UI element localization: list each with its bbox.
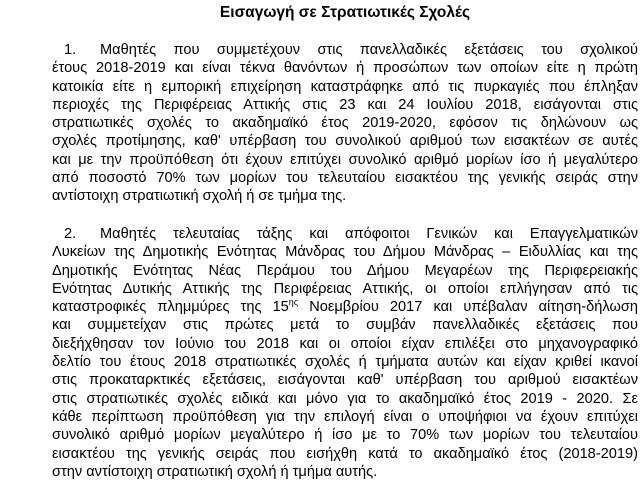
paragraph-line: κάθε περίπτωση προϋπόθεση για την επιλογή είναι ο υποψήφιοι να έχουν επιτύχει (52, 408, 638, 425)
paragraph-text: Μαθητές που συμμετέχουν στις πανελλαδικές εξετάσεις του σχολικού (100, 42, 638, 58)
paragraph-line: στις προκαταρκτικές εξετάσεις, εισάγονται καθ' υπέρβαση του αριθμού εισακτέων (52, 372, 638, 389)
paragraph-line (52, 41, 638, 59)
paragraph-line: από ποσοστό 70% των μορίων του τελευταίου εισακτέου της γενικής σειράς στην (52, 170, 638, 187)
paragraph-number: 1. (64, 42, 77, 58)
paragraph-number: 2. (64, 226, 77, 242)
paragraph-line: σχολές προτίμησης, καθ' υπέρβαση του συνολικού αριθμού των εισακτέων σε αυτές (52, 133, 638, 150)
paragraph-line: και συμμετείχαν στις πρώτες μετά το συμβάν πανελλαδικές εξετάσεις που (52, 317, 638, 334)
paragraph-line: στρατιωτικές σχολές το ακαδημαϊκό έτος 2019-2020, εφόσον τις δηλώνουν ως (52, 115, 638, 132)
paragraph-2 (52, 225, 638, 481)
paragraph-line: Δημοτικής Ενότητας Νέας Περάμου του Δήμου Μεγαρέων της Περιφερειακής (52, 262, 638, 279)
paragraph-line: αντίστοιχη στρατιωτική σχολή ή σε τμήμα της. (52, 188, 347, 205)
document-title: Εισαγωγή σε Στρατιωτικές Σχολές (219, 4, 471, 21)
paragraph-text: καταστροφικές πλημμύρες της 15 (52, 299, 289, 316)
paragraph-line: έτους 2018-2019 και είναι τέκνα θανόντων ή προσώπων των οποίων είτε η πρώτη (52, 60, 638, 77)
paragraph-line: εισακτέου της γενικής σειράς που εισήχθη κατά το ακαδημαϊκό έτος (2018-2019) (52, 445, 638, 462)
paragraph-line: συνολικό αριθμό μορίων μεγαλύτερο ή ίσο με το 70% των μορίων του τελευταίου (52, 427, 638, 444)
paragraph-line (52, 298, 638, 316)
paragraph-line: και με την προϋπόθεση ότι έχουν επιτύχει συνολικό αριθμό μορίων ίσο ή μεγαλύτερο (52, 151, 638, 168)
paragraph-text: Νοεμβρίου 2017 και υπέβαλαν αίτηση-δήλωση (298, 299, 638, 316)
paragraph-line: στην αντίστοιχη στρατιωτική σχολή ή τμήμα αυτής. (52, 463, 378, 480)
paragraph-line: περιοχές της Περιφέρειας Αττικής στις 23 και 24 Ιουλίου 2018, εισάγονται στις (52, 96, 638, 113)
paragraph-1 (52, 41, 638, 206)
paragraph-line: στις στρατιωτικές σχολές ειδικά και μόνο για το ακαδημαϊκό έτος 2019 - 2020. Σε (52, 390, 638, 407)
paragraph-line: Λυκείων της Δημοτικής Ενότητας Μάνδρας του Δήμου Μάνδρας – Ειδυλλίας και της (52, 244, 638, 261)
paragraph-line: δελτίο του έτους 2018 στρατιωτικές σχολές ή τμήματα αυτών και είχαν κριθεί ικανοί (52, 354, 638, 371)
paragraph-line: Ενότητας Δυτικής Αττικής της Περιφέρειας Αττικής, οι οποίοι επλήγησαν από τις (52, 280, 638, 297)
paragraph-line: διεξήχθησαν τον Ιούνιο του 2018 και οι οποίοι είχαν επιλέξει στο μηχανογραφικό (52, 335, 638, 352)
paragraph-line: κατοικία είτε η εμπορική επιχείρηση καταστράφηκε από τις πυρκαγιές που έπληξαν (52, 78, 638, 95)
ordinal-superscript: ης (288, 298, 299, 308)
paragraph-text: Μαθητές τελευταίας τάξης και απόφοιτοι Γενικών και Επαγγελματικών (100, 226, 638, 242)
paragraph-line (52, 225, 638, 243)
